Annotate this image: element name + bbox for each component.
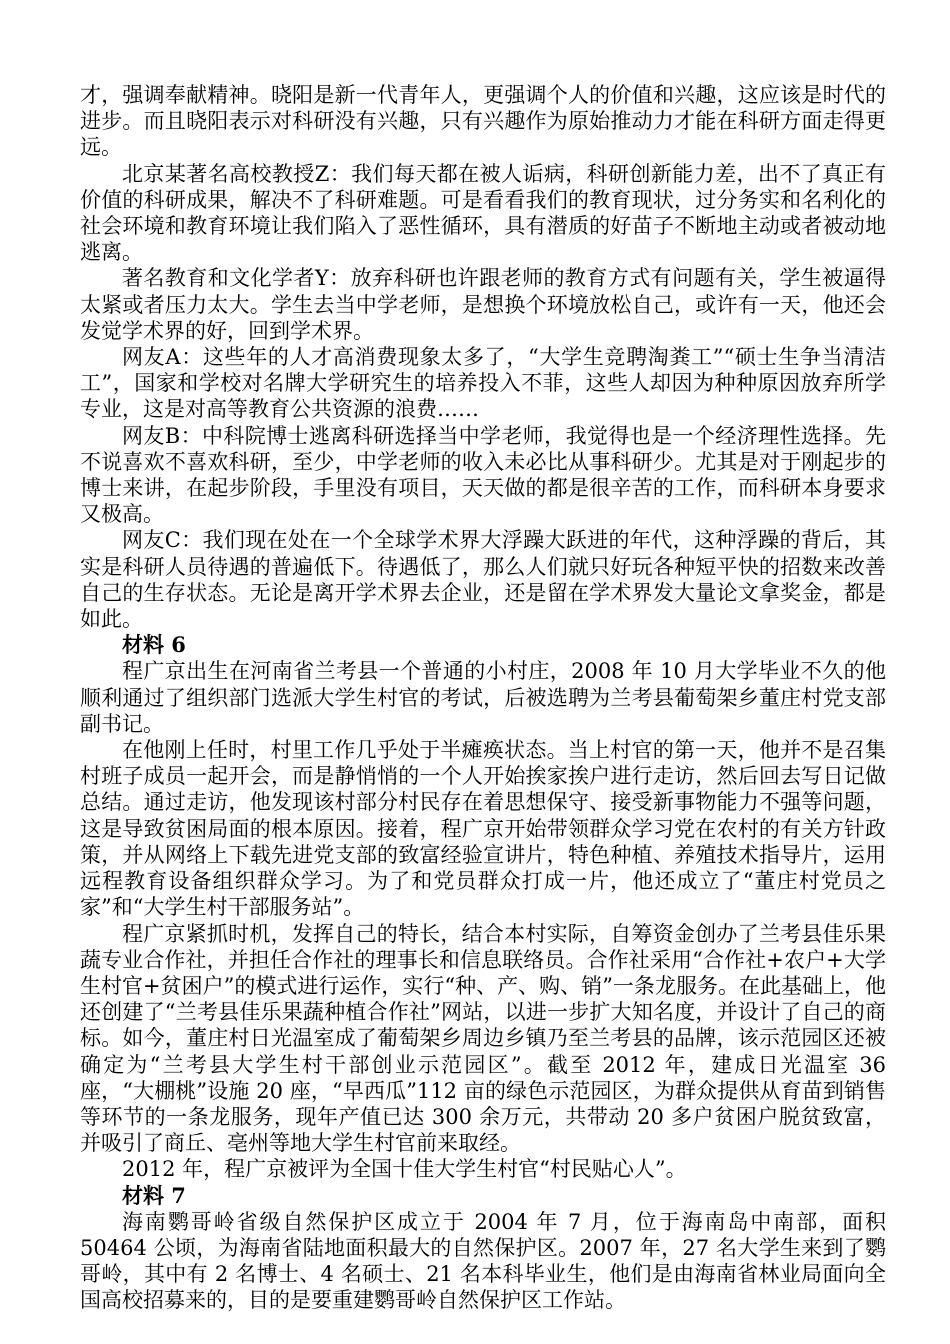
paragraph-netizen-c: 网友C：我们现在处在一个全球学术界大浮躁大跃进的年代，这种浮躁的背后，其实是科研人员待遇的普遍低下。待遇低了，那么人们就只好玩各种短平快的招数来改善自己的生存状态。无论是离开学术界去企业，还是留在学术界发大量论文拿奖金，都是如此。 xyxy=(80,528,886,632)
document-page xyxy=(80,82,886,1314)
section-heading-material-7: 材料 7 xyxy=(122,1182,186,1208)
paragraph-netizen-a: 网友A：这些年的人才高消费现象太多了，“大学生竞聘淘粪工”“硕士生争当清洁工”，国家和学校对名牌大学研究生的培养投入不菲，这些人却因为种种原因放弃所学专业，这是对高等教育公共资源的浪费…… xyxy=(80,345,886,422)
paragraph-cheng-cooperative: 程广京紧抓时机，发挥自己的特长，结合本村实际，自筹资金创办了兰考县佳乐果蔬专业合作社，并担任合作社的理事长和信息联络员。合作社采用“合作社+农户+大学生村官+贫困户”的模式进行运作，实行“种、产、购、销”一条龙服务。在此基础上，他还创建了“兰考县佳乐果蔬种植合作社”网站，以进一步扩大知名度，并设计了自己的商标。如今，董庄村日光温室成了葡萄架乡周边乡镇乃至兰考县的品牌，该示范园区还被确定为“兰考县大学生村干部创业示范园区”。截至 2012 年，建成日光温室 36 座，“大棚桃”设施 20 座，“早西瓜”112 亩的绿色示范园区，为群众提供从育苗到销售等环节的一条龙服务，现年产值已达 300 余万元，共带动 20 多户贫困户脱贫致富，并吸引了商丘、亳州等地大学生村官前来取经。 xyxy=(80,921,886,1156)
paragraph-netizen-b: 网友B：中科院博士逃离科研选择当中学老师，我觉得也是一个经济理性选择。先不说喜欢不喜欢科研，至少，中学老师的收入未必比从事科研少。尤其是对于刚起步的博士来讲，在起步阶段，手里没有项目，天天做的都是很辛苦的工作，而科研本身要求又极高。 xyxy=(80,423,886,527)
paragraph-scholar-y: 著名教育和文化学者Y：放弃科研也许跟老师的教育方式有问题有关，学生被逼得太紧或者压力太大。学生去当中学老师，是想换个环境放松自己，或许有一天，他还会发觉学术界的好，回到学术界。 xyxy=(80,266,886,343)
paragraph-cheng-visits: 在他刚上任时，村里工作几乎处于半瘫痪状态。当上村官的第一天，他并不是召集村班子成员一起开会，而是静悄悄的一个人开始挨家挨户进行走访，然后回去写日记做总结。通过走访，他发现该村部分村民存在着思想保守、接受新事物能力不强等问题，这是导致贫困局面的根本原因。接着，程广京开始带领群众学习党在农村的有关方针政策，并从网络上下载先进党支部的致富经验宣讲片，特色种植、养殖技术指导片，运用远程教育设备组织群众学习。为了和党员群众打成一片，他还成立了“董庄村党员之家”和“大学生村干部服务站”。 xyxy=(80,738,886,920)
paragraph-yinggeling: 海南鹦哥岭省级自然保护区成立于 2004 年 7 月，位于海南岛中南部，面积 50464 公顷，为海南省陆地面积最大的自然保护区。2007 年，27 名大学生来到了鹦哥岭，其中有 2 名博士、4 名硕士、21 名本科毕业生，他们是由海南省林业局面向全国高校招募来的，目的是要重建鹦哥岭自然保护区工作站。 xyxy=(80,1209,886,1313)
paragraph-cheng-award: 2012 年，程广京被评为全国十佳大学生村官“村民贴心人”。 xyxy=(122,1157,687,1182)
section-heading-material-6: 材料 6 xyxy=(122,632,186,658)
paragraph-cheng-intro: 程广京出生在河南省兰考县一个普通的小村庄，2008 年 10 月大学毕业不久的他顺利通过了组织部门选派大学生村官的考试，后被选聘为兰考县葡萄架乡董庄村党支部副书记。 xyxy=(80,659,886,736)
paragraph-professor-z: 北京某著名高校教授Z：我们每天都在被人诟病，科研创新能力差，出不了真正有价值的科研成果，解决不了科研难题。可是看看我们的教育现状，过分务实和名利化的社会环境和教育环境让我们陷入了恶性循环，具有潜质的好苗子不断地主动或者被动地逃离。 xyxy=(80,161,886,265)
paragraph-xiaoyang-continued: 才，强调奉献精神。晓阳是新一代青年人，更强调个人的价值和兴趣，这应该是时代的进步。而且晓阳表示对科研没有兴趣，只有兴趣作为原始推动力才能在科研方面走得更远。 xyxy=(80,83,886,160)
